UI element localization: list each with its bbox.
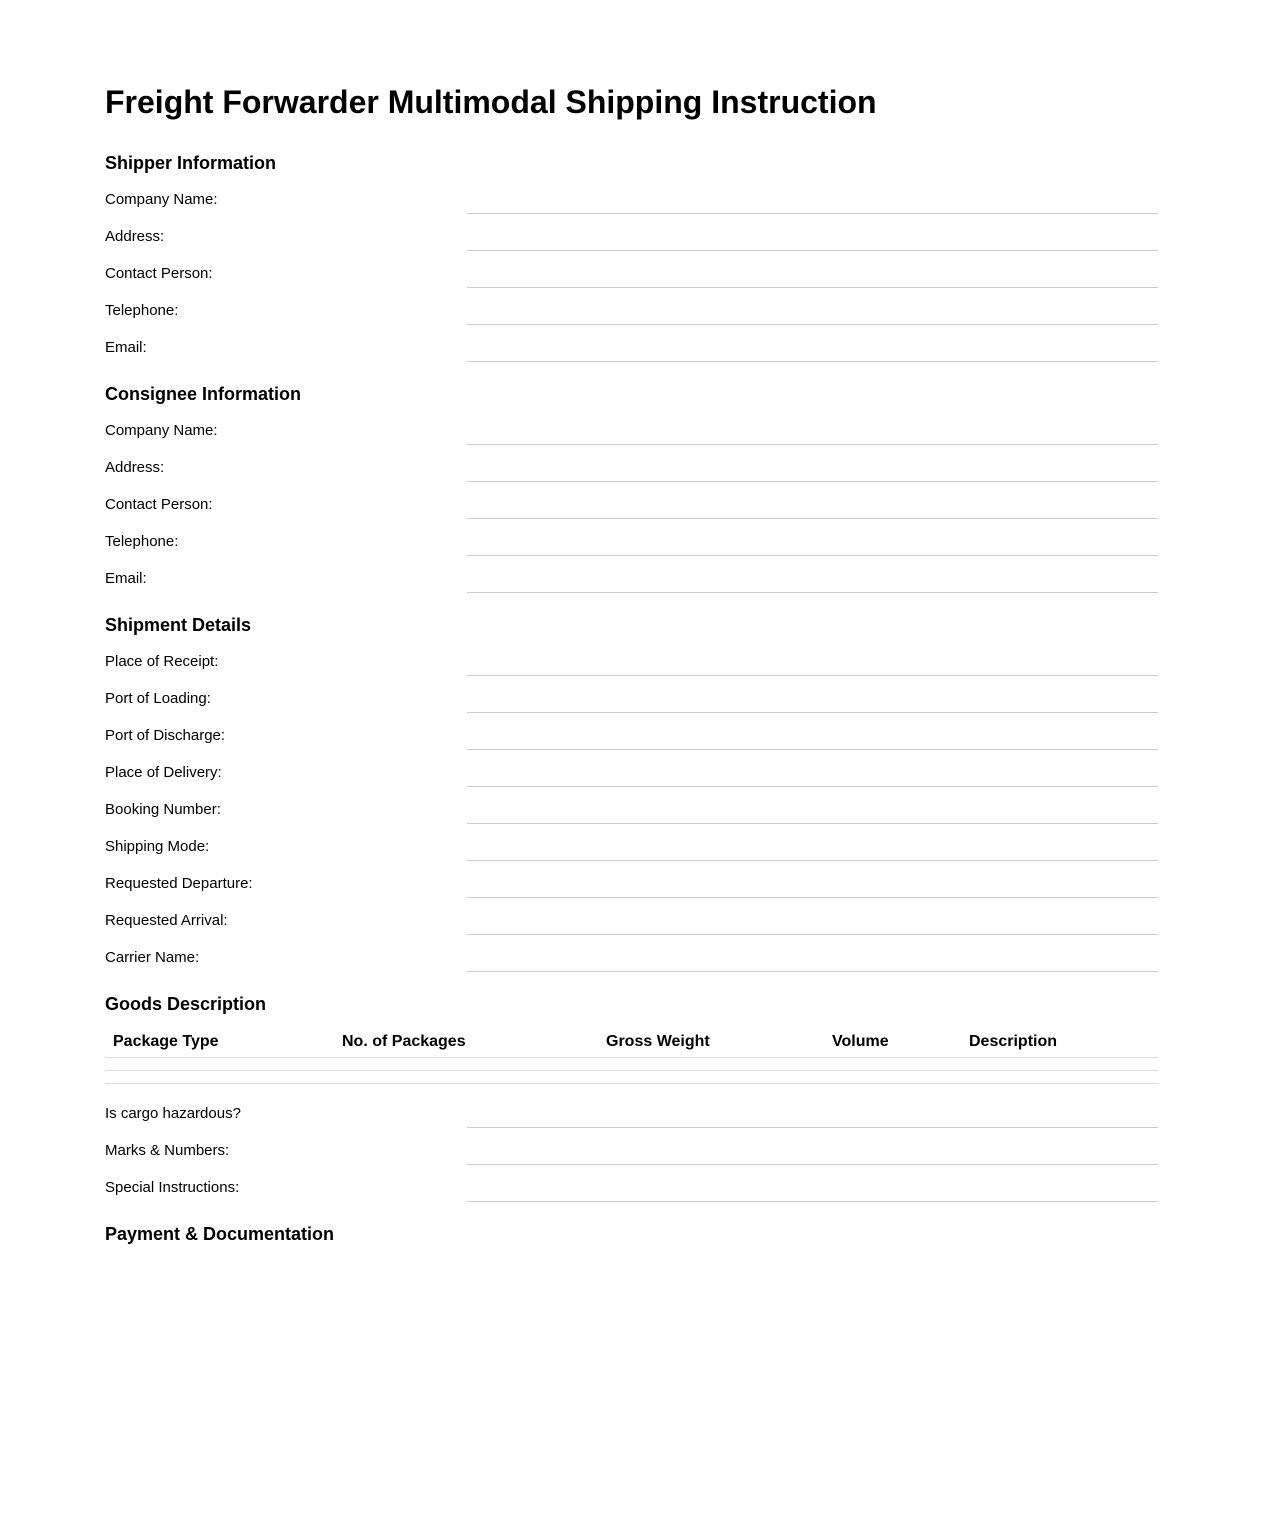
field-label: Shipping Mode: xyxy=(105,838,210,855)
form-row xyxy=(105,186,1158,213)
field-label: Booking Number: xyxy=(105,801,221,818)
table-cell[interactable] xyxy=(824,1071,961,1084)
field-input-line[interactable] xyxy=(467,417,1158,445)
field-input-line[interactable] xyxy=(467,1137,1158,1165)
form-row xyxy=(105,1100,1158,1127)
field-label: Requested Departure: xyxy=(105,875,253,892)
form-row xyxy=(105,944,1158,971)
form-row xyxy=(105,833,1158,860)
section-0 xyxy=(105,152,1158,361)
form-row xyxy=(105,1174,1158,1201)
field-input-line[interactable] xyxy=(467,528,1158,556)
field-label: Contact Person: xyxy=(105,265,213,282)
field-input-line[interactable] xyxy=(467,223,1158,251)
field-label: Address: xyxy=(105,459,165,476)
table-row xyxy=(105,1058,1158,1071)
form-row xyxy=(105,528,1158,555)
table-cell[interactable] xyxy=(824,1058,961,1071)
form-row xyxy=(105,907,1158,934)
table-cell[interactable] xyxy=(334,1071,598,1084)
form-row xyxy=(105,454,1158,481)
field-label: Email: xyxy=(105,570,147,587)
field-input-line[interactable] xyxy=(467,685,1158,713)
form-row xyxy=(105,796,1158,823)
field-label: Company Name: xyxy=(105,422,218,439)
form-row xyxy=(105,491,1158,518)
table-cell[interactable] xyxy=(598,1058,824,1071)
field-input-line[interactable] xyxy=(467,334,1158,362)
field-input-line[interactable] xyxy=(467,186,1158,214)
field-label: Special Instructions: xyxy=(105,1179,240,1196)
form-row xyxy=(105,417,1158,444)
table-cell[interactable] xyxy=(105,1058,334,1071)
field-input-line[interactable] xyxy=(467,907,1158,935)
field-label: Port of Discharge: xyxy=(105,727,226,744)
field-label: Is cargo hazardous? xyxy=(105,1105,241,1122)
column-header-no-of-packages: No. of Packages xyxy=(334,1027,598,1058)
table-cell[interactable] xyxy=(334,1058,598,1071)
field-input-line[interactable] xyxy=(467,1174,1158,1202)
payment-section xyxy=(105,1223,1158,1245)
field-label: Requested Arrival: xyxy=(105,912,228,929)
section-heading: Payment & Documentation xyxy=(105,1224,335,1244)
field-input-line[interactable] xyxy=(467,833,1158,861)
form-row xyxy=(105,565,1158,592)
field-input-line[interactable] xyxy=(467,759,1158,787)
goods-section xyxy=(105,993,1158,1201)
section-heading: Consignee Information xyxy=(105,384,302,404)
field-label: Company Name: xyxy=(105,191,218,208)
field-label: Carrier Name: xyxy=(105,949,200,966)
field-input-line[interactable] xyxy=(467,491,1158,519)
section-2 xyxy=(105,614,1158,971)
field-input-line[interactable] xyxy=(467,297,1158,325)
table-cell[interactable] xyxy=(598,1071,824,1084)
form-row xyxy=(105,260,1158,287)
field-label: Contact Person: xyxy=(105,496,213,513)
field-label: Telephone: xyxy=(105,533,179,550)
field-input-line[interactable] xyxy=(467,870,1158,898)
form-row xyxy=(105,648,1158,675)
form-row xyxy=(105,759,1158,786)
column-header-volume: Volume xyxy=(824,1027,961,1058)
page-title: Freight Forwarder Multimodal Shipping Instruction xyxy=(105,84,877,120)
field-label: Marks & Numbers: xyxy=(105,1142,230,1159)
field-input-line[interactable] xyxy=(467,722,1158,750)
form-row xyxy=(105,685,1158,712)
form-row xyxy=(105,223,1158,250)
form-row xyxy=(105,1137,1158,1164)
form-row xyxy=(105,334,1158,361)
form-row xyxy=(105,722,1158,749)
column-header-description: Description xyxy=(961,1027,1158,1058)
section-heading: Goods Description xyxy=(105,994,267,1014)
field-label: Place of Receipt: xyxy=(105,653,219,670)
field-input-line[interactable] xyxy=(467,1100,1158,1128)
field-label: Place of Delivery: xyxy=(105,764,222,781)
column-header-gross-weight: Gross Weight xyxy=(598,1027,824,1058)
field-label: Telephone: xyxy=(105,302,179,319)
field-label: Address: xyxy=(105,228,165,245)
section-heading: Shipment Details xyxy=(105,615,252,635)
form xyxy=(105,82,1158,1267)
table-row xyxy=(105,1071,1158,1084)
field-input-line[interactable] xyxy=(467,260,1158,288)
field-input-line[interactable] xyxy=(467,565,1158,593)
column-header-package-type: Package Type xyxy=(105,1027,334,1058)
field-label: Email: xyxy=(105,339,147,356)
form-row xyxy=(105,870,1158,897)
table-cell[interactable] xyxy=(961,1071,1158,1084)
table-cell[interactable] xyxy=(105,1071,334,1084)
section-heading: Shipper Information xyxy=(105,153,276,173)
form-row xyxy=(105,297,1158,324)
field-input-line[interactable] xyxy=(467,454,1158,482)
field-input-line[interactable] xyxy=(467,648,1158,676)
field-input-line[interactable] xyxy=(467,944,1158,972)
field-input-line[interactable] xyxy=(467,796,1158,824)
section-1 xyxy=(105,383,1158,592)
table-cell[interactable] xyxy=(961,1058,1158,1071)
goods-table xyxy=(105,1027,1158,1084)
field-label: Port of Loading: xyxy=(105,690,211,707)
